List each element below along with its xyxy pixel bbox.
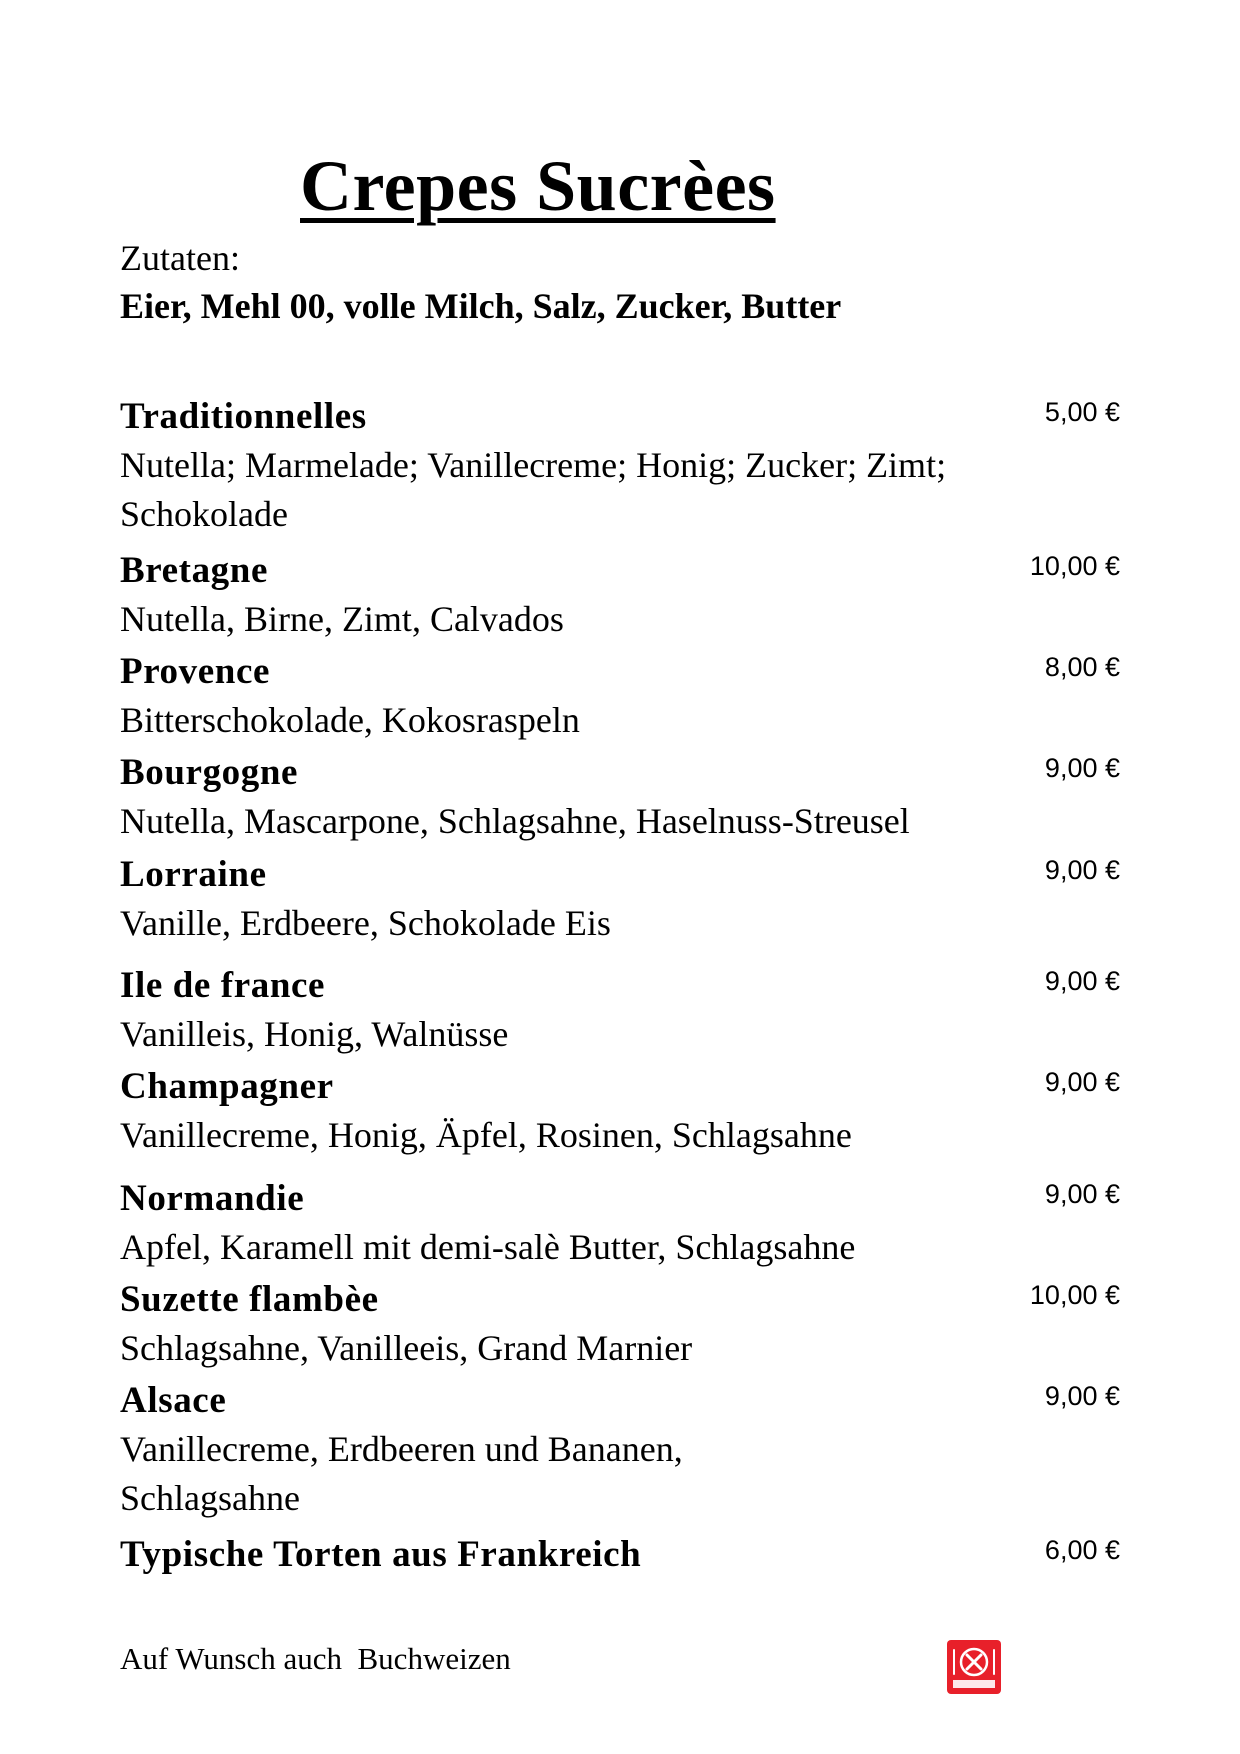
menu-item-bourgogne	[120, 749, 1120, 846]
menu-item-name: Lorraine	[120, 854, 267, 895]
menu-item-description: Nutella; Marmelade; Vanillecreme; Honig; Zucker; Zimt; Schokolade	[120, 445, 947, 534]
menu-item-lorraine	[120, 851, 1120, 948]
menu-item-description: Vanilleis, Honig, Walnüsse	[120, 1014, 509, 1054]
menu-item-price: 5,00 €	[1044, 397, 1120, 427]
menu-item-suzette-flambee	[120, 1276, 1120, 1373]
menu-item-description: Nutella, Birne, Zimt, Calvados	[120, 599, 564, 639]
page-title: Crepes Sucrèes	[300, 146, 776, 226]
footer-note: Auf Wunsch auch Buchweizen	[120, 1641, 511, 1676]
menu-item-price: 9,00 €	[1044, 966, 1120, 996]
menu-item-description: Vanille, Erdbeere, Schokolade Eis	[120, 903, 611, 943]
menu-item-description: Apfel, Karamell mit demi-salè Butter, Schlagsahne	[120, 1227, 856, 1267]
menu-item-description: Vanillecreme, Honig, Äpfel, Rosinen, Schlagsahne	[120, 1115, 852, 1155]
menu-item-typische-torten	[120, 1531, 1120, 1579]
menu-item-name: Alsace	[120, 1380, 227, 1421]
menu-item-description: Nutella, Mascarpone, Schlagsahne, Haselnuss-Streusel	[120, 801, 910, 841]
menu-item-name: Normandie	[120, 1178, 305, 1219]
menu-item-name: Provence	[120, 651, 270, 692]
ingredients-list: Eier, Mehl 00, volle Milch, Salz, Zucker, Butter	[120, 286, 842, 326]
menu-item-name: Bourgogne	[120, 752, 299, 793]
menu-item-price: 9,00 €	[1044, 1179, 1120, 1209]
menu-item-name: Typische Torten aus Frankreich	[120, 1534, 642, 1575]
menu-item-name: Champagner	[120, 1066, 334, 1107]
menu-item-name: Traditionnelles	[120, 396, 367, 437]
menu-item-ile-de-france	[120, 962, 1120, 1059]
menu-item-price: 9,00 €	[1044, 1067, 1120, 1097]
menu-item-description: Vanillecreme, Erdbeeren und Bananen, Schlagsahne	[120, 1429, 683, 1518]
menu-item-champagner	[120, 1063, 1120, 1160]
aic-logo-icon	[947, 1640, 1001, 1694]
menu-item-name: Ile de france	[120, 965, 326, 1006]
logo-band	[953, 1680, 995, 1688]
ingredients-label: Zutaten:	[120, 238, 240, 278]
menu-item-traditionnelles	[120, 393, 1120, 539]
menu-item-normandie	[120, 1175, 1120, 1272]
menu-item-price: 6,00 €	[1044, 1535, 1120, 1565]
menu-item-price: 9,00 €	[1044, 753, 1120, 783]
menu-item-name: Bretagne	[120, 550, 268, 591]
menu-item-price: 9,00 €	[1044, 855, 1120, 885]
menu-item-price: 9,00 €	[1044, 1381, 1120, 1411]
menu-item-price: 10,00 €	[1029, 1280, 1120, 1310]
menu-item-price: 10,00 €	[1029, 551, 1120, 581]
menu-item-description: Bitterschokolade, Kokosraspeln	[120, 700, 580, 740]
menu-item-bretagne	[120, 547, 1120, 644]
menu-item-name: Suzette flambèe	[120, 1279, 379, 1320]
menu-item-price: 8,00 €	[1044, 652, 1120, 682]
menu-item-alsace	[120, 1377, 1120, 1523]
menu-item-provence	[120, 648, 1120, 745]
menu-item-description: Schlagsahne, Vanilleeis, Grand Marnier	[120, 1328, 693, 1368]
